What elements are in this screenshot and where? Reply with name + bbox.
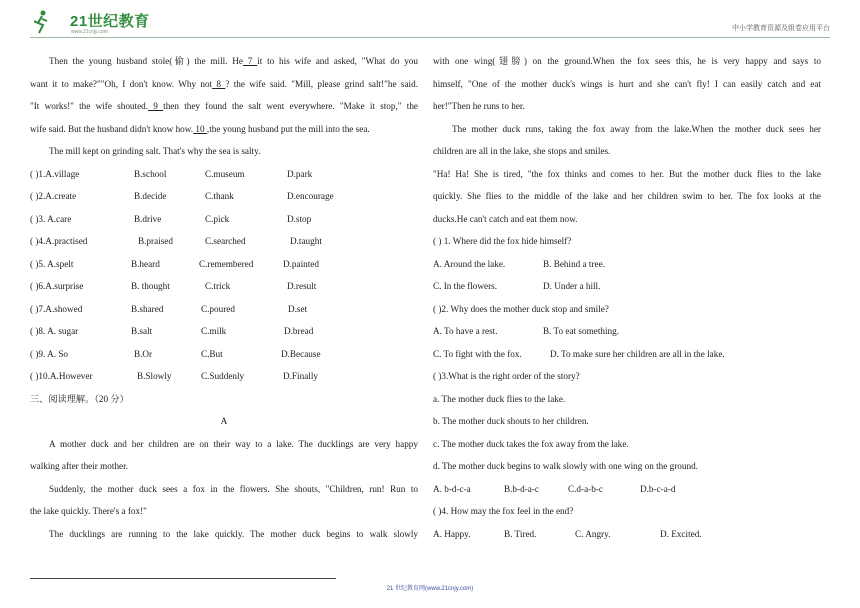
story-step: d. The mother duck begins to walk slowly with one wing on the ground. <box>433 461 698 471</box>
text-line: quickly. She flies to the middle of the lake and her children swim to her. The fox looks at the <box>433 191 821 201</box>
footer-divider <box>30 578 336 579</box>
text-line: The ducklings are running to the lake quickly. The mother duck begins to walk slowly <box>49 528 418 539</box>
header-divider <box>30 37 830 38</box>
story-step: a. The mother duck flies to the lake. <box>433 393 566 404</box>
choice-row: ( )5. A.spelt B.heard C.remembered D.painted <box>30 258 319 269</box>
choice-row: ( )3. A.care B.drive C.pick D.stop <box>30 213 312 224</box>
choice-row: ( )10.A.However B.Slowly C.Suddenly D.Finally <box>30 371 318 381</box>
choice-row: ( )4.A.practised B.praised C.searched D.taught <box>30 236 322 246</box>
left-column <box>30 50 418 545</box>
section-heading: 三、阅读理解。（20 分） <box>30 393 129 404</box>
question-2: ( )2. Why does the mother duck stop and smile? <box>433 303 609 314</box>
text-line: "Ha! Ha! She is tired, "the fox thinks and comes to her. But the mother duck flies to the lake <box>433 168 821 179</box>
text-line: ducks.He can't catch and eat them now. <box>433 213 578 224</box>
question-3: ( )3.What is the right order of the story? <box>433 371 580 381</box>
option-row: A. To have a rest. B. To eat something. <box>433 326 619 336</box>
choice-row: ( )8. A. sugar B.salt C.milk D.bread <box>30 326 314 336</box>
choice-row: ( )9. A. So B.Or C.But D.Because <box>30 348 321 359</box>
story-step: c. The mother duck takes the fox away from the lake. <box>433 438 629 449</box>
text-line: walking after their mother. <box>30 461 128 471</box>
option-row: A. Happy. B. Tired. C. Angry. D. Excited. <box>433 528 702 539</box>
page-header <box>0 0 860 40</box>
text-line: her!"Then he runs to her. <box>433 101 525 111</box>
option-row: C. To fight with the fox. D. To make sure her children are all in the lake. <box>433 348 725 359</box>
platform-name: 中小学教育资源及组卷应用平台 <box>732 25 830 32</box>
passage-label: A <box>220 416 228 426</box>
blank-8: 8 <box>212 78 226 89</box>
text-line: himself, "One of the mother duck's wings is hurt and she can't fly! I can easily catch and eat <box>433 78 821 89</box>
logo <box>30 8 150 38</box>
logo-text: 21世纪教育 <box>70 13 150 30</box>
option-row: A. b-d-c-a B.b-d-a-c C.d-a-b-c D.b-c-a-d <box>433 483 676 494</box>
text-line: The mother duck runs, taking the fox away from the lake.When the mother duck sees her <box>452 123 821 134</box>
text-line: the lake quickly. There's a fox!" <box>30 506 147 516</box>
text-line: Then the young husband stole(偷) the mill. He 7 it to his wife and asked, "What do you <box>49 56 418 66</box>
right-column <box>433 50 821 545</box>
question-4: ( )4. How may the fox feel in the end? <box>433 506 574 516</box>
text-line: Suddenly, the mother duck sees a fox in the flowers. She shouts, "Children, run! Run to <box>49 483 418 494</box>
runner-logo-icon <box>34 10 48 34</box>
option-row: C. In the flowers. D. Under a hill. <box>433 281 601 291</box>
choice-row: ( )2.A.create B.decide C.thank D.encourage <box>30 191 334 201</box>
text-line: A mother duck and her children are on their way to a lake. The ducklings are very happy <box>49 438 418 449</box>
blank-7: 7 <box>243 56 258 66</box>
logo-url: www.21cnjy.com <box>71 29 108 35</box>
footer-text: 21 世纪教育网(www.21cnjy.com) <box>386 586 474 592</box>
question-1: ( ) 1. Where did the fox hide himself? <box>433 236 572 246</box>
story-step: b. The mother duck shouts to her children. <box>433 416 589 426</box>
text-line: wife said. But the husband didn't know how. 10 ,the young husband put the mill into the sea. <box>30 123 370 134</box>
choice-row: ( )1.A.village B.school C.museum D.park <box>30 168 313 179</box>
text-line: with one wing(翅膀) on the ground.When the fox sees this, he is very happy and says to <box>433 56 821 66</box>
text-line: The mill kept on grinding salt. That's why the sea is salty. <box>49 146 261 156</box>
blank-9: 9 <box>148 101 164 111</box>
text-line: "It works!" the wife shouted. 9 then they found the salt went everywhere. "Make it stop," the <box>30 101 418 111</box>
option-row: A. Around the lake. B. Behind a tree. <box>433 258 605 269</box>
text-line: children are all in the lake, she stops and smiles. <box>433 146 611 156</box>
choice-row: ( )7.A.showed B.shared C.poured D.set <box>30 303 308 314</box>
text-line: want it to make?""Oh, I don't know. Why not 8 ? the wife said. "Mill, please grind salt!"he said. <box>30 78 418 89</box>
choice-row: ( )6.A.surprise B. thought C.trick D.result <box>30 281 317 291</box>
blank-10: 10 <box>193 123 207 134</box>
